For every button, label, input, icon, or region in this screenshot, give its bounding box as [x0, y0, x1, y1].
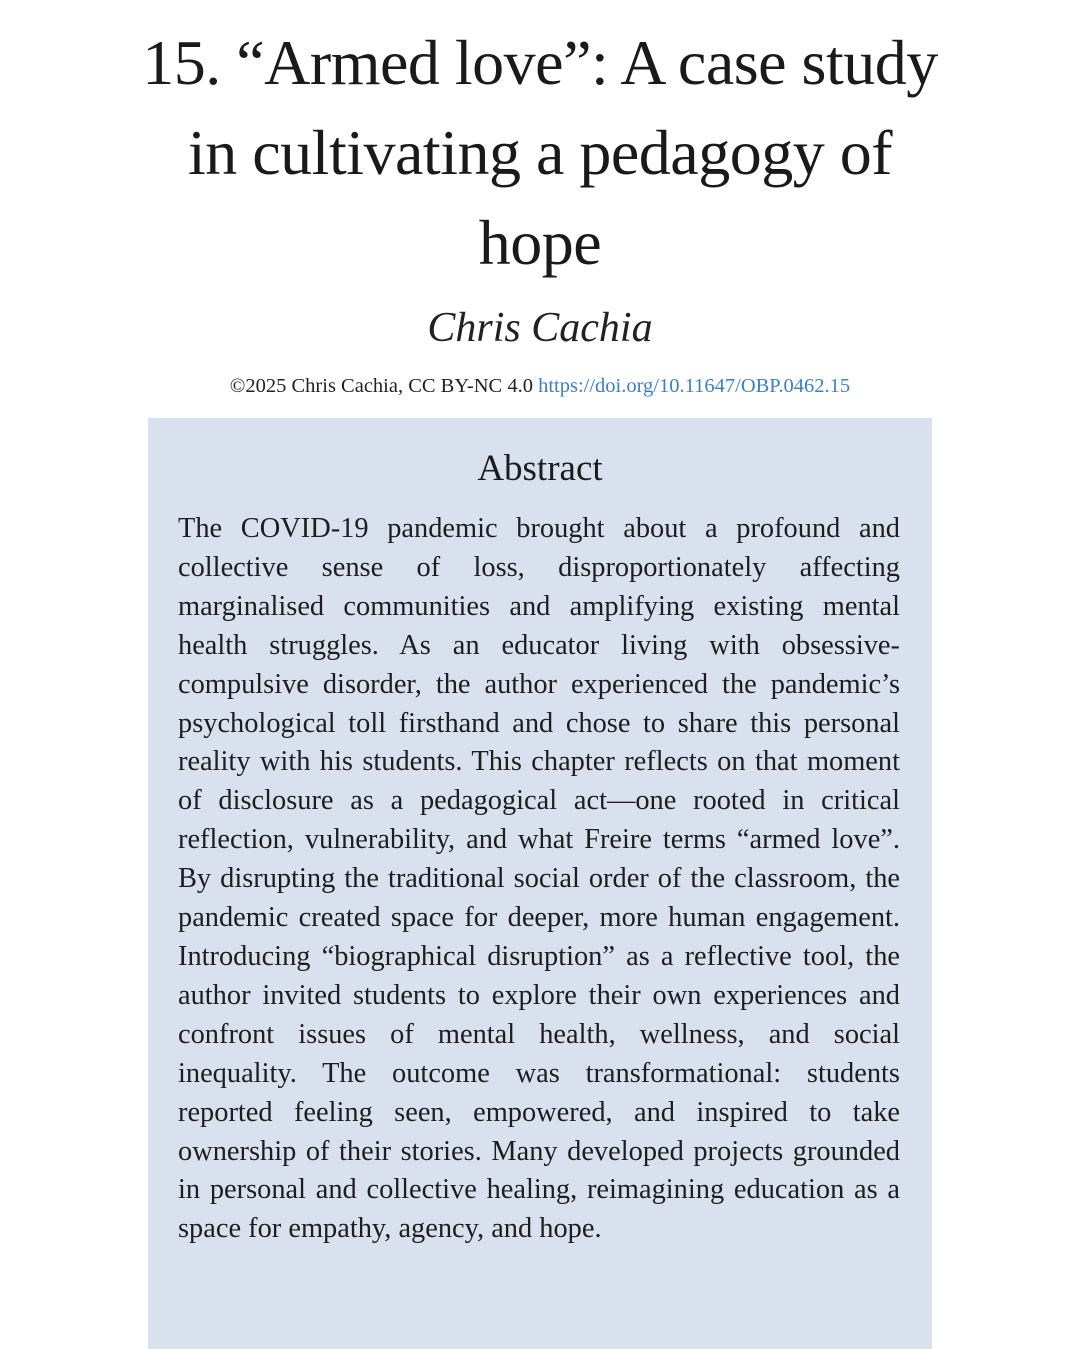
- abstract-text: The COVID-19 pandemic brought about a profound and collective sense of loss, disproportionately affecting marginalised communities and amplifying existing mental health struggles. As an educator living with obsessive-compulsive disorder, the author experienced the pandemic’s psychological toll firsthand and chose to share this personal reality with his students. This chapter reflects on that moment of disclosure as a pedagogical act—one rooted in critical reflection, vulnerability, and what Freire terms “armed love”. By disrupting the traditional social order of the classroom, the pandemic created space for deeper, more human engagement. Introducing “biographical disruption” as a reflective tool, the author invited students to explore their own experiences and confront issues of mental health, wellness, and social inequality. The outcome was transformational: students reported feeling seen, empowered, and inspired to take ownership of their stories. Many developed projects grounded in personal and collective healing, reimagining education as a space for empathy, agency, and hope.: [178, 513, 900, 1245]
- copyright-notice: ©2025 Chris Cachia, CC BY-NC 4.0: [229, 375, 539, 397]
- abstract-heading: Abstract: [477, 448, 603, 489]
- chapter-author: Chris Cachia: [427, 305, 653, 351]
- copyright-line: [0, 368, 1080, 404]
- doi-link[interactable]: https://doi.org/10.11647/OBP.0462.15: [538, 375, 851, 397]
- abstract-box: [148, 418, 932, 1349]
- chapter-title: 15. “Armed love”: A case study in cultivating a pedagogy of hope: [142, 27, 938, 278]
